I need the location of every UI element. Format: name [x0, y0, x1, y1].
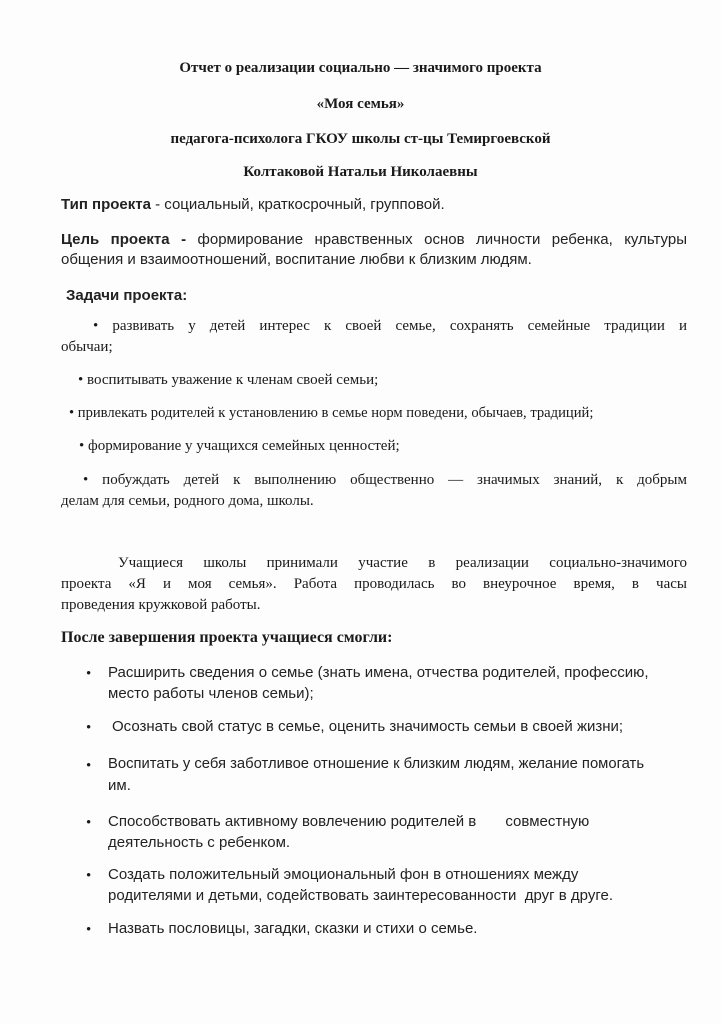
- title-line-3: педагога-психолога ГКОУ школы ст-цы Темиргоевской: [170, 131, 551, 147]
- project-type: [61, 196, 445, 213]
- project-goal-text-1: формирование нравственных основ личности ребенка, культуры: [197, 231, 687, 248]
- paragraph-line-3: проведения кружковой работы.: [61, 597, 261, 613]
- result-item-6: Назвать пословицы, загадки, сказки и стихи о семье.: [108, 920, 478, 937]
- result-item-3-line-2: им.: [108, 777, 131, 794]
- results-bullet-2: •: [86, 720, 92, 736]
- task-item-2: • воспитывать уважение к членам своей семьи;: [78, 372, 379, 388]
- result-item-5-line-1: Создать положительный эмоциональный фон в отношениях между: [108, 866, 579, 883]
- results-heading: После завершения проекта учащиеся смогли:: [61, 629, 393, 646]
- title-line-4: Колтаковой Натальи Николаевны: [243, 164, 478, 180]
- paragraph-line-1: Учащиеся школы принимали участие в реализации социально-значимого: [118, 555, 687, 571]
- results-bullet-5: •: [86, 868, 92, 884]
- task-item-5-line-1: • побуждать детей к выполнению общественно — значимых знаний, к добрым: [83, 472, 687, 488]
- project-type-text: - социальный, краткосрочный, групповой.: [150, 196, 445, 213]
- result-item-4-line-2: деятельность с ребенком.: [108, 834, 291, 851]
- results-bullet-3: •: [86, 758, 92, 774]
- task-item-1-line-2: обычаи;: [61, 339, 113, 355]
- result-item-1-line-1: Расширить сведения о семье (знать имена, отчества родителей, профессию,: [108, 664, 649, 681]
- results-bullet-4: •: [86, 815, 92, 831]
- tasks-heading: Задачи проекта:: [66, 287, 188, 304]
- task-item-3: • привлекать родителей к установлению в семье норм поведени, обычаев, традиций;: [69, 405, 594, 421]
- project-goal-label: Цель проекта -: [61, 231, 198, 248]
- title-line-2: «Моя семья»: [316, 96, 405, 112]
- project-goal-line-1: [61, 231, 687, 248]
- task-item-5-line-2: делам для семьи, родного дома, школы.: [61, 493, 314, 509]
- title-line-1: Отчет о реализации социально — значимого проекта: [179, 60, 542, 76]
- project-goal-line-2: общения и взаимоотношений, воспитание любви к близким людям.: [61, 251, 532, 268]
- task-item-1-line-1: • развивать у детей интерес к своей семье, сохранять семейные традиции и: [93, 318, 687, 334]
- paragraph-line-2: проекта «Я и моя семья». Работа проводилась во внеурочное время, в часы: [61, 576, 687, 592]
- results-bullet-1: •: [86, 666, 92, 682]
- result-item-5-line-2: родителями и детьми, содействовать заинтересованности друг в друге.: [108, 887, 613, 904]
- task-item-4: • формирование у учащихся семейных ценностей;: [79, 438, 400, 454]
- result-item-1-line-2: место работы членов семьи);: [108, 685, 314, 702]
- result-item-2: Осознать свой статус в семье, оценить значимость семьи в своей жизни;: [112, 718, 624, 735]
- result-item-4-line-1: Способствовать активному вовлечению родителей в совместную: [108, 813, 590, 830]
- project-type-label: Тип проекта: [61, 196, 151, 213]
- results-bullet-6: •: [86, 922, 92, 938]
- result-item-3-line-1: Воспитать у себя заботливое отношение к близким людям, желание помогать: [108, 756, 645, 772]
